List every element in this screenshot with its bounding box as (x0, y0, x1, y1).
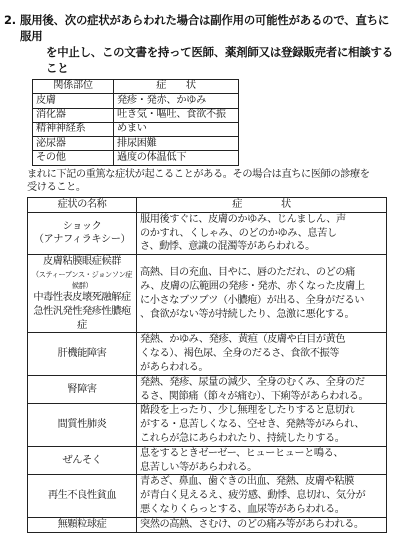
condition-name-line: （アナフィラキシー） (33, 234, 131, 246)
column-header-symptom: 症 状 (137, 197, 387, 212)
condition-name-line: 皮膚粘膜眼症候群 (43, 256, 121, 268)
condition-name-cell (28, 517, 137, 532)
condition-name-line: ショック (62, 220, 102, 232)
note-line: 受けること。 (27, 182, 86, 194)
section-title-line: を中止し、この文書を持って医師、薬剤師又は登録販売者に相談すること (46, 45, 393, 75)
table-row (33, 108, 239, 122)
condition-name-cell (28, 475, 137, 517)
condition-symptom-cell (137, 212, 387, 254)
table-row (33, 94, 239, 108)
condition-name-line: 肝機能障害 (57, 348, 107, 360)
table-header-row (28, 197, 387, 212)
symptom-line: があらわれる。 (140, 361, 209, 373)
condition-name-line: 再生不良性貧血 (47, 490, 117, 502)
body-site-cell: 皮膚 (33, 94, 114, 108)
symptom-line: さ、動悸、意識の混濁等があらわれる。 (140, 241, 315, 253)
condition-name-line: ぜんそく (62, 454, 102, 466)
table-row (33, 151, 239, 165)
note-line: まれに下記の重篤な症状が起こることがある。その場合は直ちに医師の診療を (27, 168, 370, 180)
column-header-site: 関係部位 (33, 80, 114, 94)
symptom-line: が青白く見えるえ、疲労感、動悸、息切れ、気分が (140, 490, 366, 502)
condition-name-cell (28, 333, 137, 375)
symptom-line: くなる）、褐色尿、全身のだるさ、食欲不振等 (140, 348, 339, 360)
table-row (28, 517, 387, 532)
table-row (28, 446, 387, 475)
symptom-line: に小さなブツブツ（小膿疱）が出る、全身がだるい (140, 294, 364, 306)
condition-name-line: （スティーブンス・ジョンソン症候群） (31, 269, 133, 290)
condition-name-cell (28, 404, 137, 446)
condition-name-line: 無顆粒球症 (57, 518, 107, 530)
symptom-line: 悪くなりくらっとする、血尿等があらわれる。 (140, 503, 345, 515)
section-heading (4, 12, 400, 76)
condition-symptom-cell (137, 404, 387, 446)
table-row (33, 137, 239, 151)
symptom-line: るさ、関節痛（節々が痛む）、下痢等があらわれる。 (140, 390, 369, 402)
body-site-cell: 精神神経系 (33, 122, 114, 136)
condition-symptom-cell (137, 446, 387, 475)
column-header-symptom: 症 状 (114, 80, 239, 94)
body-site-cell: 泌尿器 (33, 137, 114, 151)
condition-name-line: 中毒性表皮壊死融解症 (33, 291, 131, 303)
symptom-line: 発熱、発疹、尿量の減少、全身のむくみ、全身のだ (140, 376, 365, 388)
symptom-line: 息苦しい等があらわれる。 (140, 461, 257, 473)
side-effects-table (32, 79, 239, 166)
table-row (28, 404, 387, 446)
serious-symptoms-table (27, 197, 387, 533)
condition-symptom-cell (137, 475, 387, 517)
symptom-line: 階段を上ったり、少し無理をしたりすると息切れ (140, 405, 355, 417)
symptom-line: み、皮膚の広範囲の発疹・発赤、赤くなった皮膚上 (140, 280, 365, 292)
condition-name-line: 間質性肺炎 (57, 419, 107, 431)
section-title (20, 12, 396, 76)
table-row (28, 212, 387, 254)
symptom-line: がする・息苦しくなる、空せき、発熱等がみられ、 (140, 419, 365, 431)
table-row (28, 255, 387, 333)
symptom-line: のかすれ、くしゃみ、のどのかゆみ、息苦し (140, 227, 337, 239)
condition-name-cell (28, 212, 137, 254)
column-header-name: 症状の名称 (28, 197, 137, 212)
condition-name-cell (28, 255, 137, 333)
condition-name-line: 急性汎発性発疹性膿疱症 (33, 305, 131, 331)
condition-symptom-cell (137, 255, 387, 333)
table-row (28, 333, 387, 375)
condition-name-line: 腎障害 (67, 383, 97, 395)
section-title-line: 服用後、次の症状があらわれた場合は副作用の可能性があるので、直ちに服用 (20, 13, 390, 43)
table-row (28, 475, 387, 517)
symptom-line: 青あざ、鼻血、歯ぐきの出血、発熱、皮膚や粘膜 (140, 476, 354, 488)
symptom-line: 突然の高熱、さむけ、のどの痛み等があらわれる。 (140, 518, 364, 530)
symptom-line: これらが急にあらわれたり、持続したりする。 (140, 432, 345, 444)
symptom-cell: めまい (114, 122, 239, 136)
symptom-cell: 排尿困難 (114, 137, 239, 151)
symptom-line: 服用後すぐに、皮膚のかゆみ、じんましん、声 (140, 213, 346, 225)
table-row (33, 122, 239, 136)
symptom-cell: 吐き気・嘔吐、食欲不振 (114, 108, 239, 122)
symptom-line: 高熱、目の充血、目やに、唇のただれ、のどの痛 (140, 267, 355, 279)
symptom-line: 息をするときゼーゼー、ヒューヒューと鳴る、 (140, 447, 344, 459)
section-number: 2. (4, 13, 16, 27)
symptom-cell: 過度の体温低下 (114, 151, 239, 165)
condition-symptom-cell (137, 517, 387, 532)
condition-symptom-cell (137, 333, 387, 375)
condition-name-cell (28, 446, 137, 475)
body-site-cell: その他 (33, 151, 114, 165)
symptom-line: 発熱、かゆみ、発疹、黄疸（皮膚や白目が黄色 (140, 334, 346, 346)
symptom-line: 、食欲がない等が持続したり、急激に悪化する。 (140, 308, 355, 320)
symptom-cell: 発疹・発赤、かゆみ (114, 94, 239, 108)
serious-symptoms-note (27, 168, 393, 195)
body-site-cell: 消化器 (33, 108, 114, 122)
table-header-row (33, 80, 239, 94)
